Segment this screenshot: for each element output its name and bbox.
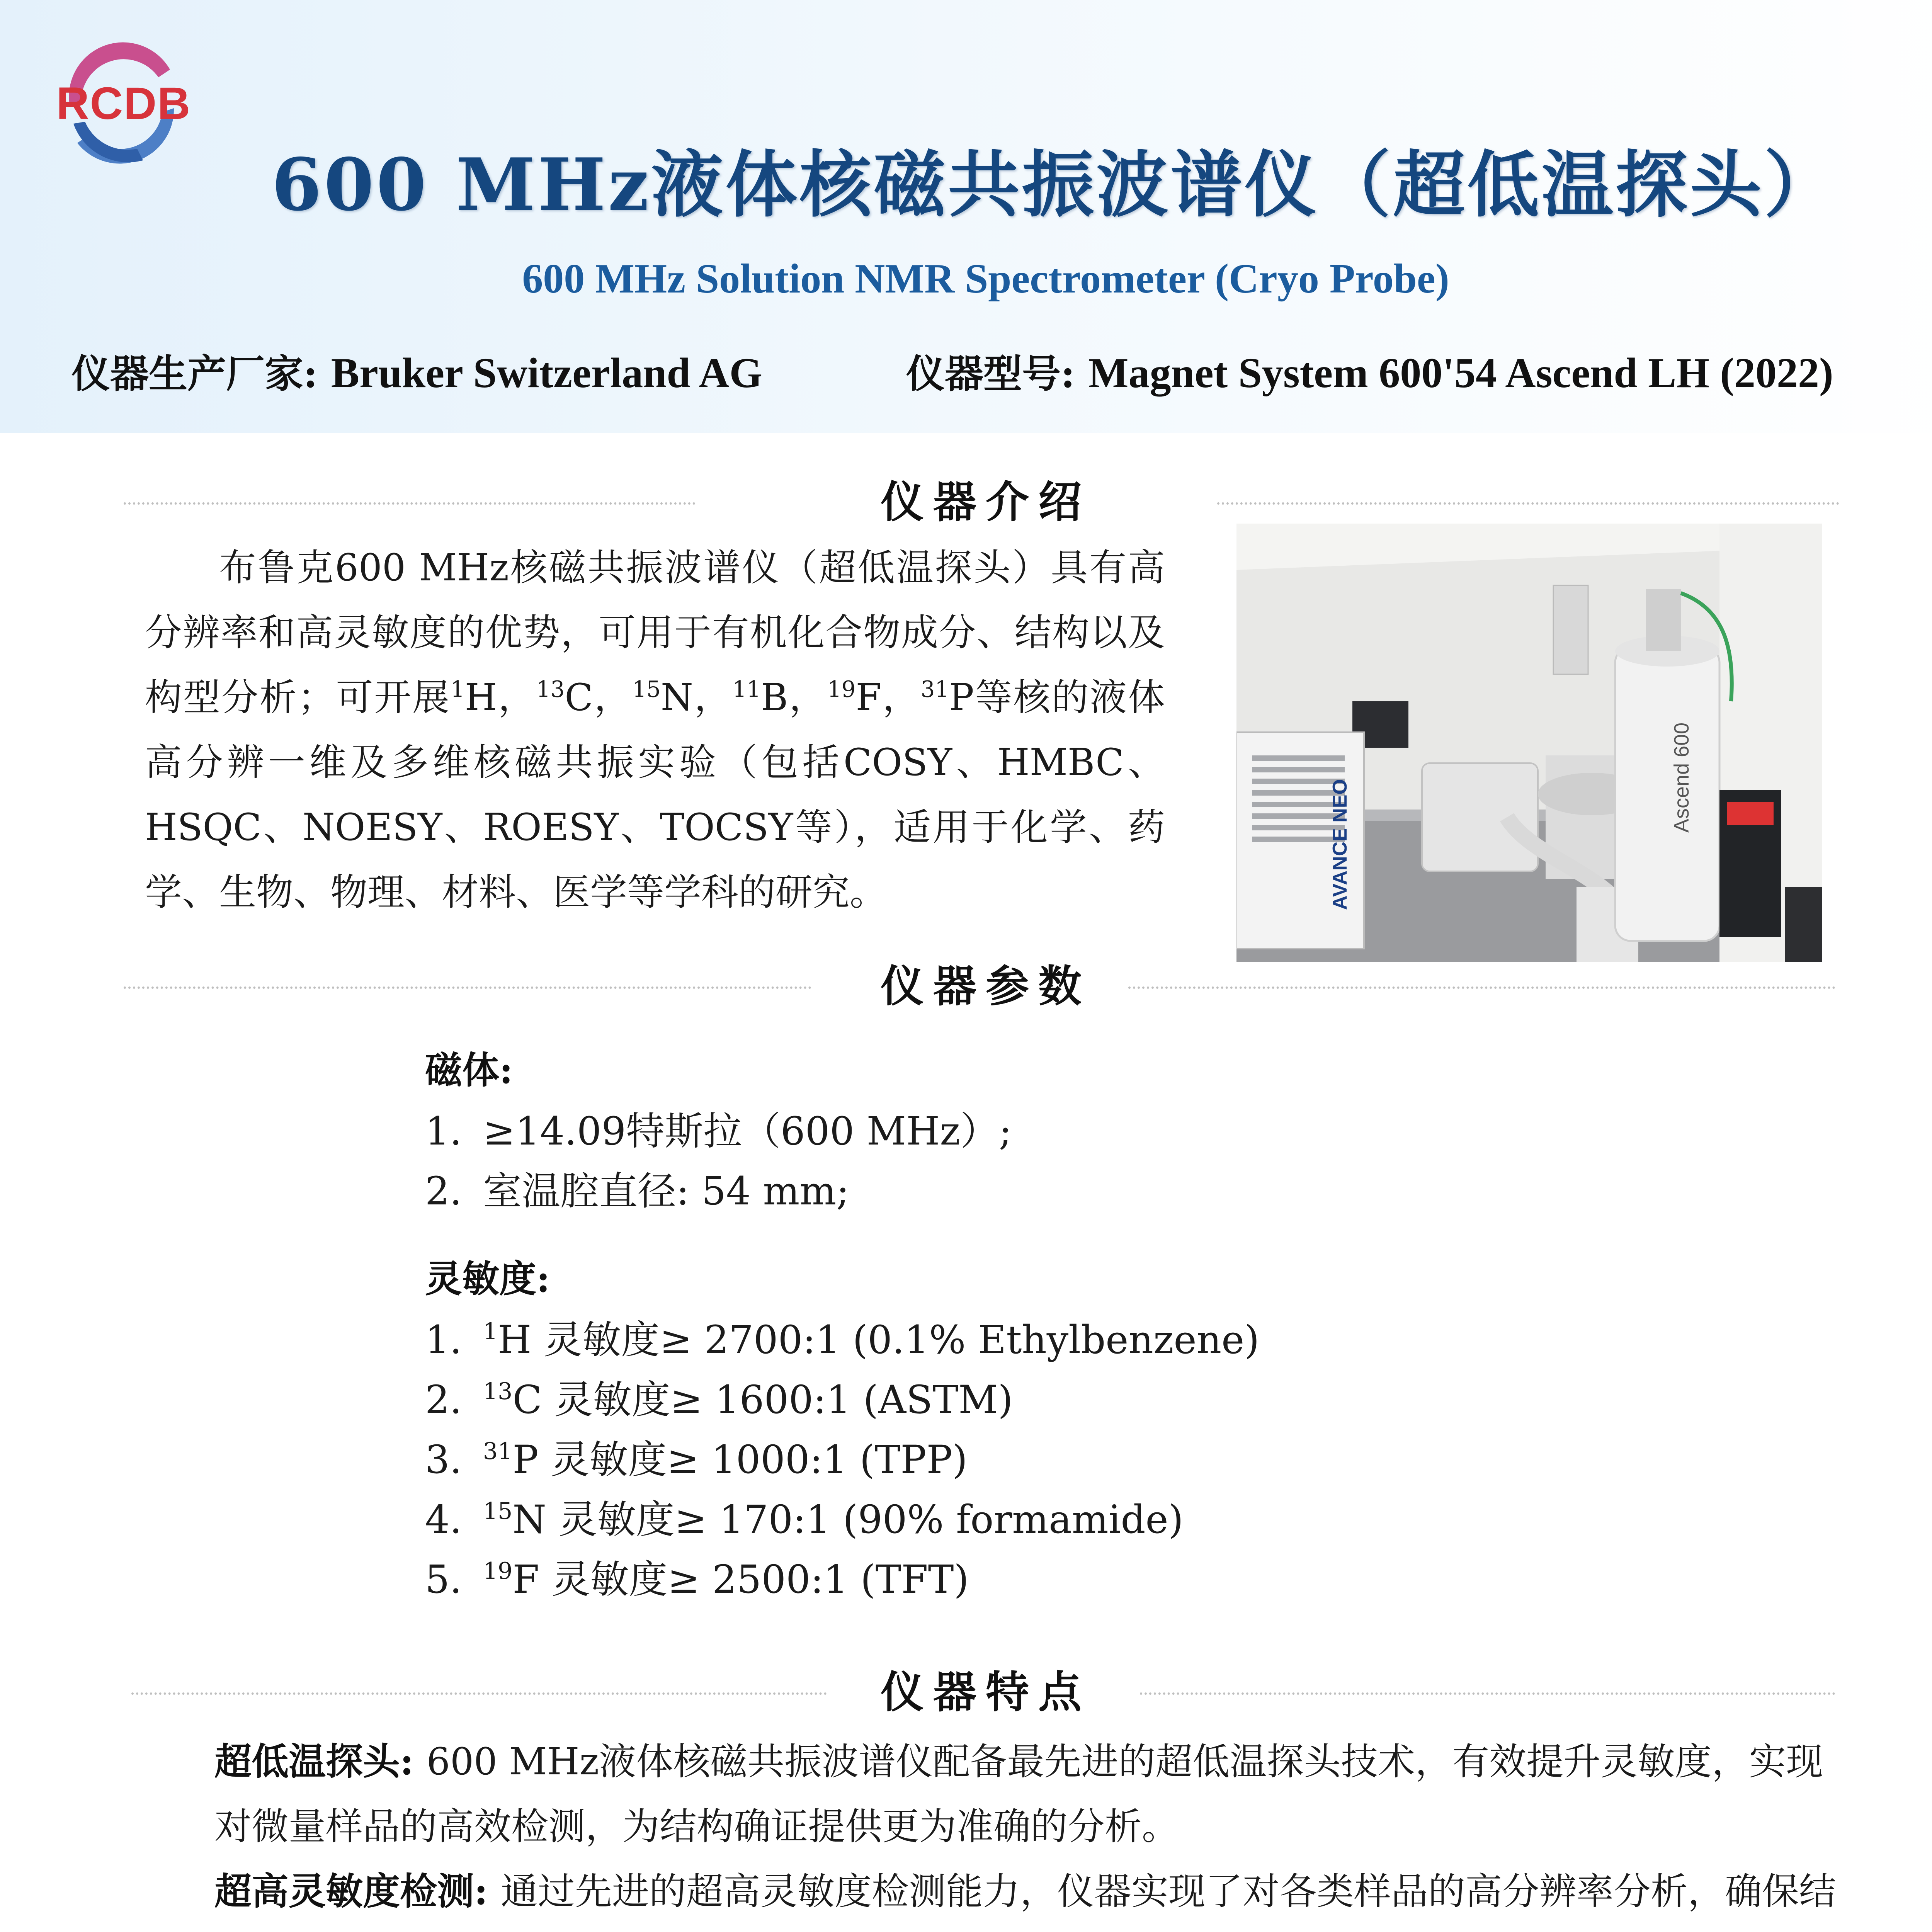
feature-text: 通过先进的超高灵敏度检测能力，仪器实现了对各类样品的高分辨率分析，确保结 (500, 1870, 1836, 1913)
item-text: F 灵敏度≥ 2500:1 (TFT) (512, 1557, 969, 1602)
isotope-p-symbol: P (949, 676, 974, 719)
sensitivity-title: 灵敏度: (425, 1257, 550, 1301)
feature-key: 超高灵敏度检测: (214, 1869, 501, 1913)
item-number: 3. (425, 1437, 462, 1482)
isotope-h: 1 (450, 676, 465, 702)
item-number: 1. (425, 1109, 462, 1154)
item-text: N 灵敏度≥ 170:1 (90% formamide) (512, 1497, 1184, 1542)
params-block (425, 1039, 1584, 1636)
item-number: 2. (425, 1168, 462, 1214)
isotope-f: 19 (827, 676, 856, 702)
magnet-list (425, 1101, 1584, 1221)
magnet-label: Ascend 600 (1670, 722, 1693, 833)
item-number: 2. (425, 1377, 462, 1422)
list-item (425, 1310, 1584, 1370)
magnet-title: 磁体: (425, 1048, 513, 1092)
rcdb-logo (46, 27, 201, 182)
section-params-title: 仪器参数 (881, 961, 1091, 1012)
feature-key: 超低温探头: (214, 1740, 427, 1783)
item-number: 4. (425, 1497, 462, 1542)
isotope-c: 13 (536, 676, 565, 702)
model-label: 仪器型号: (906, 351, 1088, 396)
isotope-f-symbol: F， (855, 676, 921, 719)
isotope-b-symbol: B， (760, 676, 828, 719)
features-list (214, 1729, 1837, 1932)
photo-illustration (1236, 524, 1822, 962)
list-item (425, 1430, 1584, 1490)
list-item (425, 1490, 1584, 1549)
isotope-mass: 1 (483, 1318, 498, 1345)
console-label: AVANCE NEO (1329, 779, 1351, 910)
list-item (425, 1101, 1584, 1161)
feature-item (214, 1859, 1837, 1932)
intro-text-1: 布鲁克600 MHz核磁共振波谱仪（超低温探头）具有高分辨率和高灵敏度的优势，可用于有机化合物成分、结构以及构型分析；可开展 (145, 546, 1165, 719)
isotope-mass: 31 (483, 1438, 513, 1465)
intro-text-2: 等核的液体高分辨一维及多维核磁共振实验（包括COSY、HMBC、HSQC、NOESY、ROESY、TOCSY等），适用于化学、药学、生物、物理、材料、医学等学科的研究。 (145, 676, 1165, 914)
section-features-title: 仪器特点 (881, 1667, 1091, 1718)
list-item (425, 1549, 1584, 1609)
item-text: ≥14.09特斯拉（600 MHz）; (483, 1109, 1012, 1154)
list-item (425, 1161, 1584, 1221)
isotope-n: 15 (632, 676, 661, 702)
isotope-b: 11 (732, 676, 761, 702)
logo-text: RCDB (56, 78, 191, 129)
item-text: P 灵敏度≥ 1000:1 (TPP) (512, 1437, 968, 1482)
item-number: 5. (425, 1557, 462, 1602)
page-title: 600 MHz液体核磁共振波谱仪（超低温探头） (271, 142, 1838, 227)
model-value: Magnet System 600'54 Ascend LH (2022) (1088, 349, 1833, 396)
isotope-n-symbol: N， (660, 676, 733, 719)
manufacturer-label: 仪器生产厂家: (71, 351, 331, 396)
nmr-instrument-photo (1236, 524, 1822, 962)
item-text: H 灵敏度≥ 2700:1 (0.1% Ethylbenzene) (498, 1317, 1260, 1362)
model-line (906, 344, 1833, 402)
feature-item (214, 1729, 1837, 1859)
intro-paragraph (145, 535, 1165, 925)
manufacturer-value: Bruker Switzerland AG (331, 349, 763, 396)
page-subtitle: 600 MHz Solution NMR Spectrometer (Cryo Probe) (522, 256, 1449, 302)
isotope-c-symbol: C， (565, 676, 633, 719)
list-item (425, 1370, 1584, 1430)
isotope-mass: 19 (483, 1558, 513, 1585)
section-params-header (0, 956, 1932, 1017)
sensitivity-list (425, 1310, 1584, 1609)
manufacturer-line (71, 344, 762, 402)
isotope-mass: 15 (483, 1498, 513, 1525)
section-features-header (0, 1662, 1932, 1723)
isotope-p: 31 (920, 676, 949, 702)
item-text: C 灵敏度≥ 1600:1 (ASTM) (512, 1377, 1013, 1422)
feature-text: 600 MHz液体核磁共振波谱仪配备最先进的超低温探头技术，有效提升灵敏度，实现对微量样品的高效检测，为结构确证提供更为准确的分析。 (214, 1740, 1823, 1848)
isotope-h-symbol: H， (464, 676, 537, 719)
item-text: 室温腔直径: 54 mm; (483, 1168, 849, 1214)
section-intro-title: 仪器介绍 (881, 477, 1091, 527)
isotope-mass: 13 (483, 1378, 513, 1405)
header-band (0, 0, 1932, 433)
item-number: 1. (425, 1317, 462, 1362)
